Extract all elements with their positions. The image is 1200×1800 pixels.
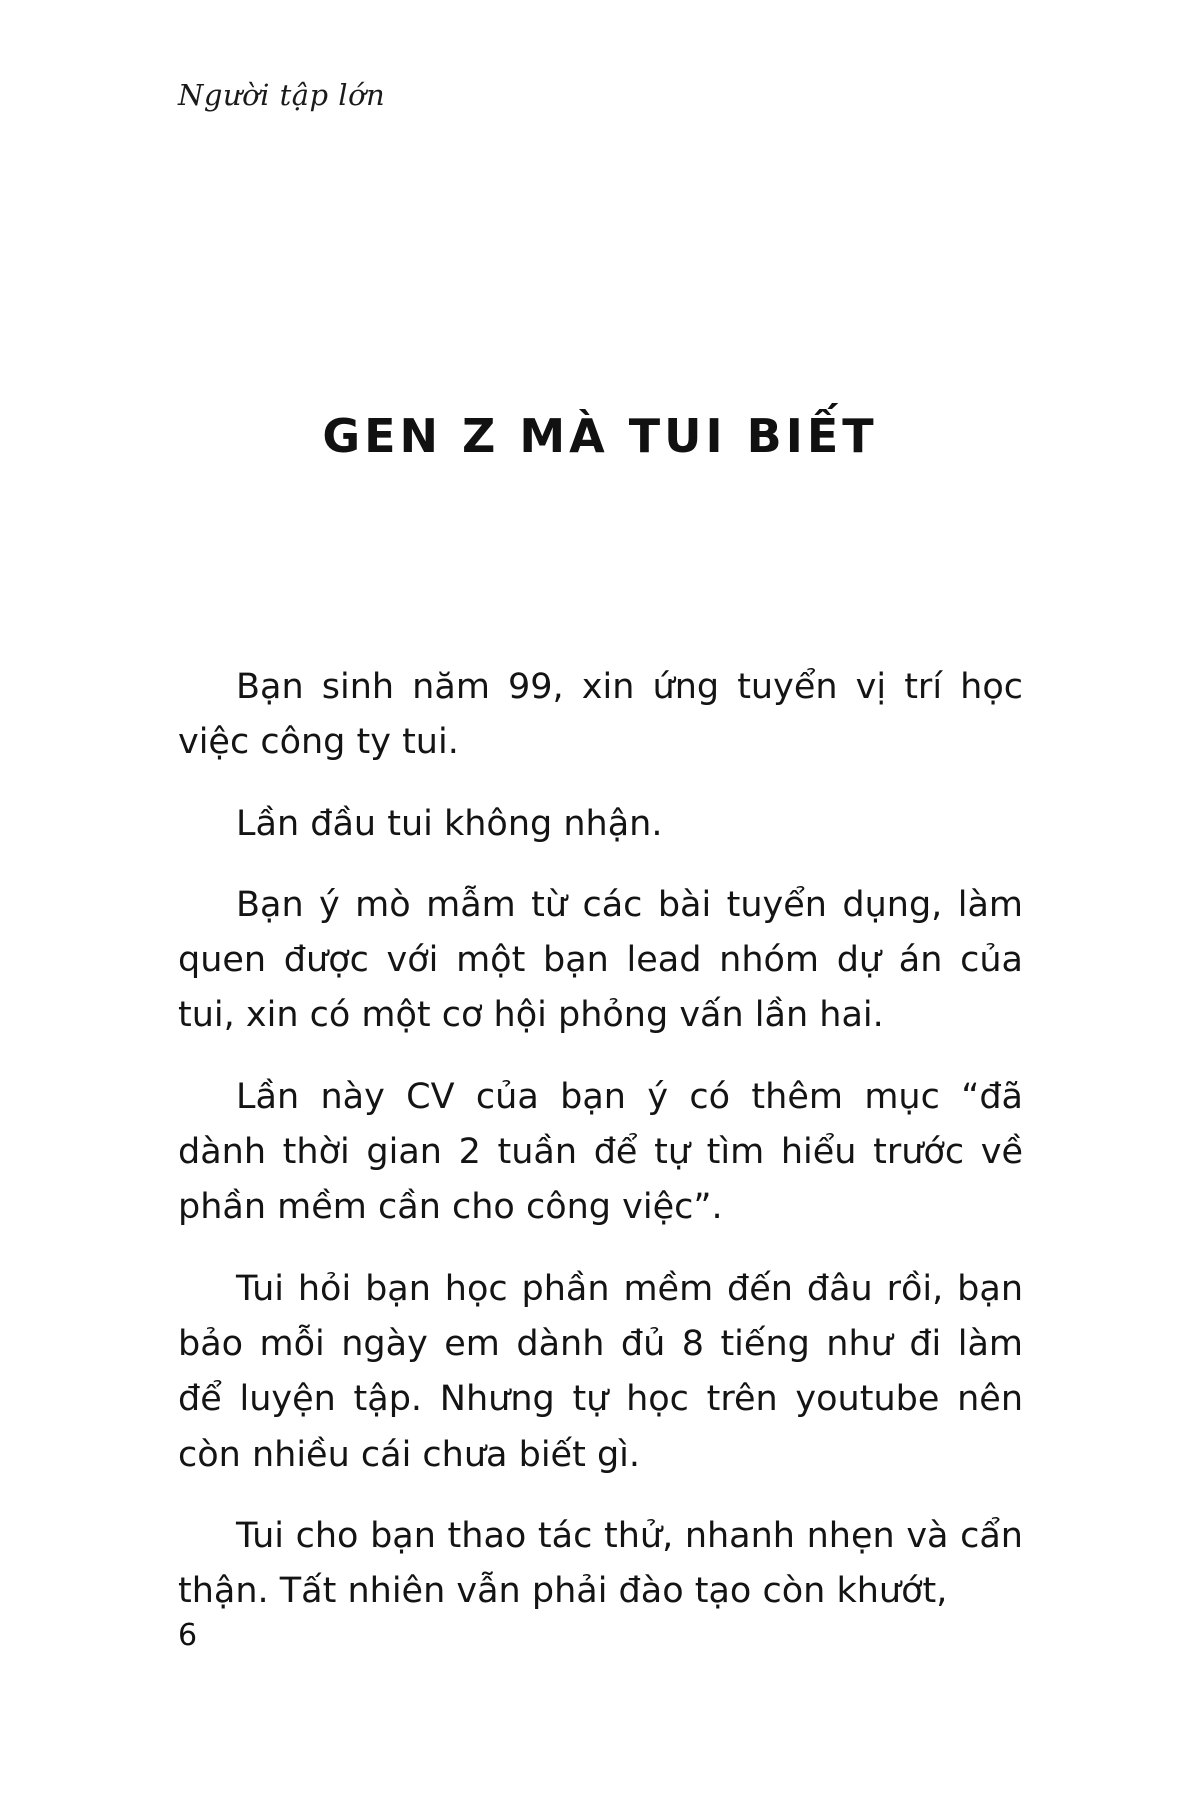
paragraph: Bạn sinh năm 99, xin ứng tuyển vị trí học việc công ty tui. [178, 667, 1023, 763]
page-number: 6 [178, 1618, 198, 1653]
paragraph: Lần này CV của bạn ý có thêm mục “đã dành thời gian 2 tuần để tự tìm hiểu trước về phần mềm cần cho công việc”. [178, 1076, 1023, 1228]
paragraph: Tui hỏi bạn học phần mềm đến đâu rồi, bạn bảo mỗi ngày em dành đủ 8 tiếng như đi làm để luyện tập. Nhưng tự học trên youtube nên còn nhiều cái chưa biết gì. [178, 1268, 1023, 1475]
paragraph: Bạn ý mò mẫm từ các bài tuyển dụng, làm quen được với một bạn lead nhóm dự án của tui, xin có một cơ hội phỏng vấn lần hai. [178, 884, 1023, 1036]
body-text [178, 660, 1023, 1619]
paragraph: Lần đầu tui không nhận. [236, 803, 663, 844]
running-head: Người tập lớn [178, 78, 386, 112]
chapter-title: GEN Z MÀ TUI BIẾT [322, 408, 878, 463]
paragraph: Tui cho bạn thao tác thử, nhanh nhẹn và cẩn thận. Tất nhiên vẫn phải đào tạo còn khướt, [178, 1515, 1023, 1612]
